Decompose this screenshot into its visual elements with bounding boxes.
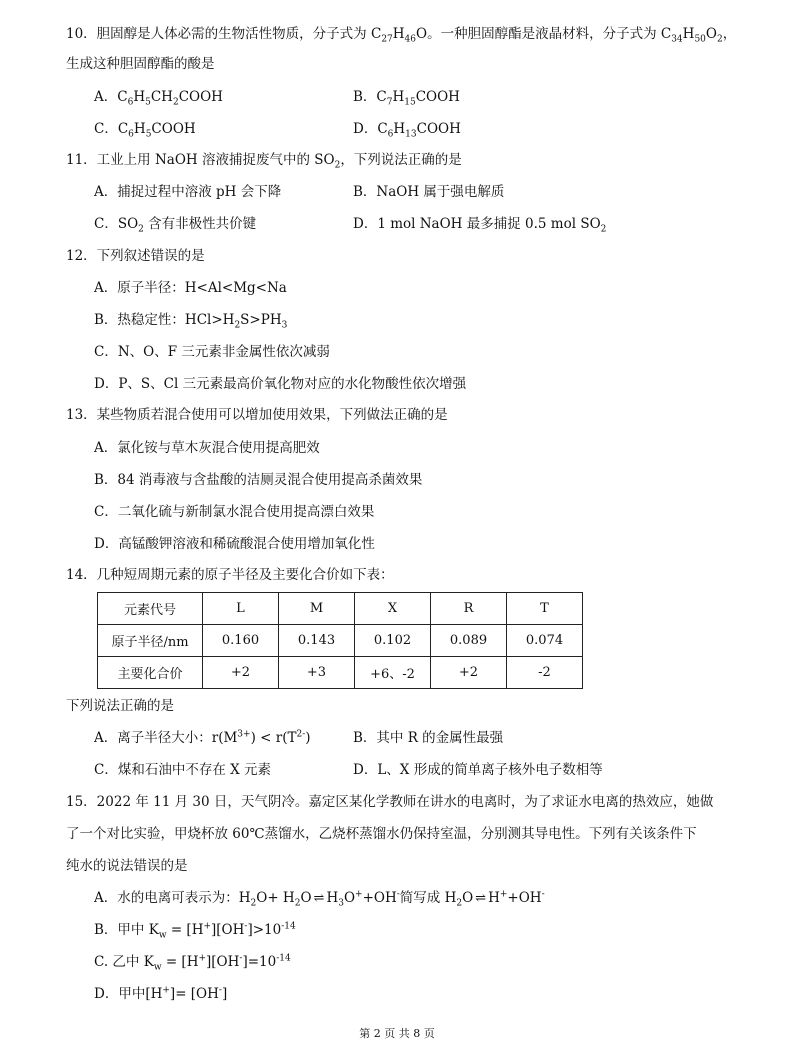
q10-option-d: D．$C_6H_{13}COOH$ — [353, 121, 461, 140]
q13-option-d: D．高锰酸钾溶液和稀硫酸混合使用增加氧化性 — [94, 536, 375, 552]
q13-option-b: B．84 消毒液与含盐酸的洁厕灵混合使用提高杀菌效果 — [94, 472, 423, 488]
table-cell: 元素代号 — [98, 593, 203, 625]
equilibrium-arrow-icon: ⇌ — [313, 891, 325, 906]
q15-option-b: B．甲中 $K_w = [H^+][OH^-]>10^{-14}$ — [94, 921, 296, 941]
table-cell: L — [203, 593, 279, 625]
q11-option-b: B．NaOH 属于强电解质 — [353, 184, 505, 200]
element-table — [97, 592, 583, 689]
q14-after: 下列说法正确的是 — [66, 698, 174, 714]
table-cell: +2 — [203, 657, 279, 689]
q11-option-c: C．$SO_2$ 含有非极性共价键 — [94, 216, 257, 235]
q10-stem-line2: 生成这种胆固醇酯的酸是 — [66, 56, 215, 72]
table-row — [98, 593, 583, 625]
q11-stem: 11．工业上用 NaOH 溶液捕捉废气中的 $SO_2$，下列说法正确的是 — [66, 152, 462, 171]
table-cell: M — [279, 593, 355, 625]
table-cell: +2 — [431, 657, 507, 689]
table-cell: 0.143 — [279, 625, 355, 657]
q15-stem-line3: 纯水的说法错误的是 — [66, 858, 188, 874]
table-cell: T — [507, 593, 583, 625]
q11-option-d: D．1 mol NaOH 最多捕捉 0.5 mol $SO_2$ — [353, 216, 607, 235]
q13-option-a: A．氯化铵与草木灰混合使用提高肥效 — [94, 440, 320, 456]
q10-option-a: A．$C_6H_5CH_2COOH$ — [94, 89, 223, 108]
q12-option-d: D．P、S、Cl 三元素最高价氧化物对应的水化物酸性依次增强 — [94, 376, 467, 392]
table-cell: 原子半径/nm — [98, 625, 203, 657]
q13-option-c: C．二氧化硫与新制氯水混合使用提高漂白效果 — [94, 504, 375, 520]
q14-option-b: B．其中 R 的金属性最强 — [353, 730, 504, 746]
table-cell: 0.074 — [507, 625, 583, 657]
q15-option-d: D．甲中[H+]= [OH-] — [94, 985, 228, 1002]
table-cell: -2 — [507, 657, 583, 689]
equilibrium-arrow-icon: ⇌ — [475, 891, 487, 906]
q12-option-c: C．N、O、F 三元素非金属性依次减弱 — [94, 344, 330, 360]
table-cell: +6、-2 — [355, 657, 431, 689]
table-row — [98, 625, 583, 657]
q13-stem: 13．某些物质若混合使用可以增加使用效果，下列做法正确的是 — [66, 407, 448, 423]
q14-option-d: D．L、X 形成的简单离子核外电子数相等 — [353, 762, 603, 778]
q14-option-a: A．离子半径大小：$r(M^{3+}) < r(T^{2-})$ — [94, 729, 311, 746]
table-cell: +3 — [279, 657, 355, 689]
q12-option-a: A．原子半径：H<Al<Mg<Na — [94, 280, 287, 296]
table-cell: R — [431, 593, 507, 625]
q15-option-a: A．水的电离可表示为：$H_2O+ H_2O$ ⇌ $H_3O^++OH^-$简写成 $H_2O$ ⇌ H++OH- — [94, 889, 545, 909]
q15-stem-line1: 15．2022 年 11 月 30 日，天气阴冷。嘉定区某化学教师在讲水的电离时，为了求证水电离的热效应，她做 — [66, 794, 714, 810]
q12-stem: 12．下列叙述错误的是 — [66, 248, 205, 264]
table-cell: 0.160 — [203, 625, 279, 657]
table-cell: 主要化合价 — [98, 657, 203, 689]
q11-option-a: A．捕捉过程中溶液 pH 会下降 — [94, 184, 282, 200]
q12-option-b: B．热稳定性：$HCl>H_2S>PH_3$ — [94, 312, 288, 331]
page-footer: 第 2 页 共 8 页 — [359, 1027, 435, 1040]
table-row — [98, 657, 583, 689]
table-cell: 0.102 — [355, 625, 431, 657]
q10-stem: 10．胆固醇是人体必需的生物活性物质，分子式为 $C_{27}H_{46}O$。一种胆固醇酯是液晶材料，分子式为 $C_{34}H_{50}O_2$， — [66, 26, 737, 45]
q10-option-b: B．$C_7H_{15}COOH$ — [353, 89, 460, 108]
q14-stem: 14．几种短周期元素的原子半径及主要化合价如下表： — [66, 567, 394, 583]
q14-option-c: C．煤和石油中不存在 X 元素 — [94, 762, 272, 778]
q10-option-c: C．$C_6H_5COOH$ — [94, 121, 196, 140]
q15-stem-line2: 了一个对比实验，甲烧杯放 60℃蒸馏水，乙烧杯蒸馏水仍保持室温，分别测其导电性。下列有关该条件下 — [66, 826, 697, 842]
table-cell: 0.089 — [431, 625, 507, 657]
q15-option-c: C. 乙中 $K_w = [H^+][OH^-]=10^{-14}$ — [94, 953, 291, 973]
table-cell: X — [355, 593, 431, 625]
